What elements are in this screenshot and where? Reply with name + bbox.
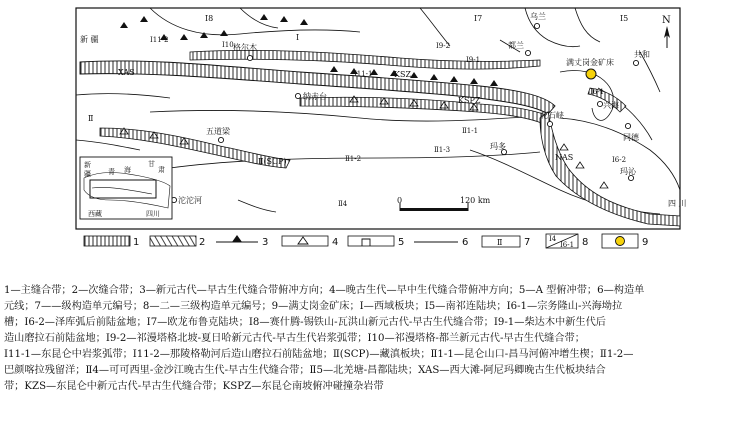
legend-num-8: 8	[582, 237, 589, 248]
figure-caption	[4, 283, 740, 395]
svg-text:肃: 肃	[158, 166, 165, 174]
svg-text:Ⅱ: Ⅱ	[497, 238, 503, 247]
legend-num-6: 6	[462, 237, 469, 248]
caption-line-5: Ⅰ11-1—东昆仑中岩浆弧带；Ⅰ11-2—那陵格勒河后造山磨拉石前陆盆地；Ⅱ(SCP)—藏滇板块；Ⅱ1-1—昆仑山口-昌马河俯冲增生楔；Ⅱ1-2—	[4, 349, 634, 360]
unit-i9-2: Ⅰ9-2	[436, 42, 451, 50]
legend-swatch-9	[602, 234, 638, 248]
label-wulan: 乌兰	[530, 12, 546, 21]
belt-ksz: KSZ	[394, 70, 412, 79]
city-gonghe	[633, 60, 638, 65]
svg-text:N: N	[662, 15, 671, 26]
svg-text:120 km: 120 km	[460, 196, 491, 205]
legend-swatch-8	[546, 234, 578, 249]
belt-nas: NAS	[555, 153, 574, 162]
label-tongde: 同德	[623, 133, 639, 142]
mine-marker	[586, 69, 596, 79]
label-mine: 满丈岗金矿床	[566, 58, 614, 67]
svg-text:甘: 甘	[148, 160, 155, 168]
label-wudaoliang: 五道梁	[206, 127, 230, 136]
unit-i6-1: Ⅰ6-1	[590, 88, 605, 96]
legend-swatch-2	[150, 236, 196, 246]
label-nachitai: 纳赤台	[303, 92, 327, 101]
label-sichuan: 四 川	[668, 199, 687, 208]
legend-swatch-7	[482, 236, 520, 247]
unit-i9-1: Ⅰ9-1	[466, 56, 481, 64]
legend-swatch-1	[84, 236, 130, 246]
unit-ii4: Ⅱ4	[338, 200, 348, 208]
city-maqin	[628, 175, 633, 180]
legend-swatch-3	[216, 235, 258, 242]
unit-i6-2: Ⅰ6-2	[612, 156, 627, 164]
city-dulan	[525, 50, 530, 55]
inset-map	[80, 157, 172, 219]
legend-swatch-5	[348, 236, 394, 246]
svg-text:海: 海	[124, 166, 131, 174]
svg-text:四川: 四川	[146, 210, 160, 218]
legend-swatch-4	[282, 236, 328, 246]
city-tongde	[625, 123, 630, 128]
label-maqin: 玛沁	[620, 167, 636, 176]
unit-i11-1: Ⅰ11-1	[354, 70, 373, 78]
unit-i8: Ⅰ8	[205, 14, 214, 23]
unit-i11-2: Ⅰ11-2	[150, 36, 169, 44]
caption-line-3: 槽；Ⅰ6-2—泽库弧后前陆盆地；Ⅰ7—欧龙布鲁克陆块；Ⅰ8—赛什腾-锡铁山-瓦洪山新元古代-早古生代缝合带；Ⅰ9-1—柴达木中新生代后	[4, 317, 606, 328]
caption-line-2: 元线；7——级构造单元编号；8—二—三级构造单元编号；9—满丈岗金矿床；Ⅰ—西域板块；Ⅰ5—南祁连陆块；Ⅰ6-1—宗务隆山-兴海坳拉	[4, 301, 623, 312]
label-gonghe: 共和	[634, 50, 650, 59]
unit-i10: Ⅰ10	[222, 41, 234, 49]
legend-num-9: 9	[642, 237, 649, 248]
unit-i7: Ⅰ7	[474, 14, 483, 23]
unit-ii-scp: Ⅱ(SCP)	[258, 157, 287, 166]
unit-ii: Ⅱ	[88, 114, 94, 123]
city-xinghai	[597, 101, 602, 106]
legend-num-2: 2	[199, 237, 206, 248]
svg-text:青: 青	[108, 168, 115, 176]
svg-text:Ⅰ6-1: Ⅰ6-1	[560, 241, 575, 249]
label-huashixia: 花石峡	[540, 111, 564, 120]
legend-num-3: 3	[262, 237, 269, 248]
svg-text:西藏: 西藏	[88, 210, 102, 218]
unit-ii1-3: Ⅱ1-3	[434, 146, 451, 154]
belt-xas: XAS	[118, 68, 135, 77]
belt-kspz: KSPZ	[458, 96, 481, 105]
unit-ii1-1: Ⅱ1-1	[462, 127, 479, 135]
city-wulan	[534, 23, 539, 28]
label-dulan: 都兰	[508, 41, 524, 50]
caption-line-6: 巴颜喀拉残留洋；Ⅱ4—可可西里-金沙江晚古生代-早古生代缝合带；Ⅱ5—北羌塘-昌都陆块；XAS—西大滩-阿尼玛卿晚古生代板块结合	[4, 365, 606, 376]
label-maduo: 玛多	[490, 142, 506, 151]
unit-ii1-2: Ⅱ1-2	[345, 155, 362, 163]
label-xinjiang-1: 新 疆	[80, 35, 99, 44]
svg-text:Ⅰ4: Ⅰ4	[549, 235, 557, 243]
unit-i: Ⅰ	[296, 33, 300, 42]
svg-text:新: 新	[84, 161, 91, 169]
city-wudaoliang	[218, 137, 223, 142]
legend-num-5: 5	[398, 237, 405, 248]
city-golmud	[247, 55, 252, 60]
label-golmud: 格尔木	[233, 43, 257, 52]
label-tuotuohe: 沱沱河	[178, 196, 202, 205]
svg-text:0: 0	[397, 196, 403, 205]
city-huashixia	[547, 121, 552, 126]
legend-num-7: 7	[524, 237, 531, 248]
caption-line-7: 带；KZS—东昆仑中新元古代-早古生代缝合带；KSPZ—东昆仑南坡俯冲碰撞杂岩带	[4, 381, 384, 392]
svg-text:疆: 疆	[84, 170, 91, 178]
legend	[84, 234, 648, 249]
legend-num-1: 1	[133, 237, 140, 248]
legend-num-4: 4	[332, 237, 339, 248]
unit-i5: Ⅰ5	[620, 14, 629, 23]
caption-line-1: 1—主缝合带；2—次缝合带；3—新元古代—早古生代缝合带俯冲方向；4—晚古生代—早中生代缝合带俯冲方向；5—A 型俯冲带；6—构造单	[4, 285, 645, 296]
city-nachitai	[295, 93, 300, 98]
label-xinghai: 兴海	[603, 101, 619, 110]
caption-line-4: 造山磨拉石前陆盆地；Ⅰ9-2—祁漫塔格北坡-夏日哈新元古代-早古生代岩浆弧带；Ⅰ10—祁漫塔格-都兰新元古代-早古生代缝合带；	[4, 333, 585, 344]
